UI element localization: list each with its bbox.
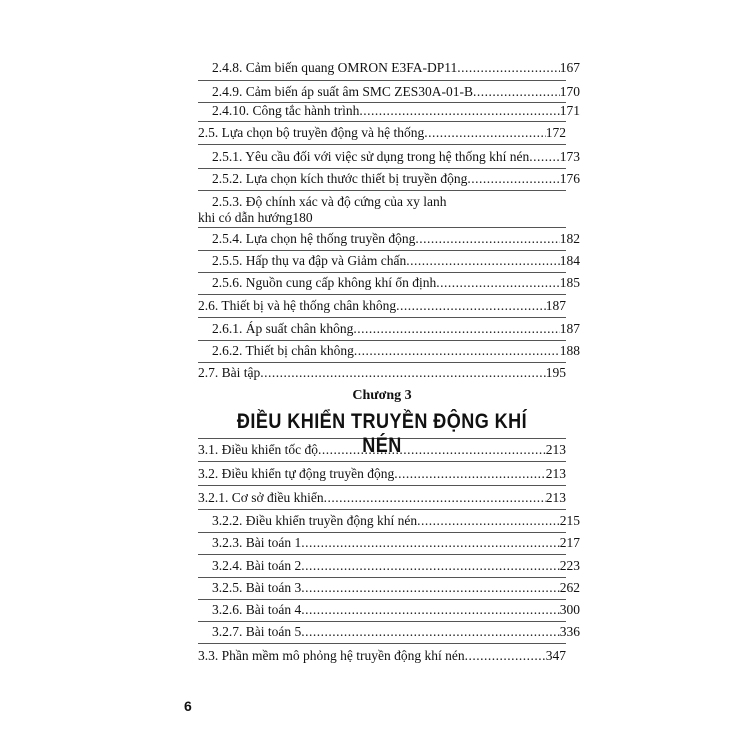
toc-entry — [198, 275, 580, 291]
toc-entry-page: 171 — [559, 103, 580, 118]
dot-leader — [301, 558, 560, 574]
divider — [198, 250, 566, 251]
toc-entry — [198, 365, 566, 381]
toc-entry-text: 2.7. Bài tập — [198, 365, 261, 380]
toc-entry — [198, 298, 566, 314]
dot-leader — [301, 602, 560, 618]
toc-entry-page: 172 — [545, 125, 566, 140]
page-number: 6 — [184, 698, 192, 714]
toc-entry — [198, 231, 580, 247]
dot-leader — [260, 365, 546, 381]
toc-entry — [198, 103, 580, 119]
toc-entry-page: 180 — [292, 210, 313, 225]
dot-leader — [406, 253, 560, 269]
dot-leader — [424, 125, 545, 141]
toc-entry-text: 2.5.3. Độ chính xác và độ cứng của xy lanh — [212, 194, 447, 209]
divider — [198, 509, 566, 510]
toc-entry-page: 215 — [559, 513, 580, 528]
toc-entry — [198, 194, 566, 226]
toc-entry — [198, 602, 580, 618]
toc-entry — [198, 149, 580, 165]
toc-entry-text: 3.2.7. Bài toán 5 — [212, 624, 302, 639]
toc-entry-page: 187 — [545, 298, 566, 313]
divider — [198, 168, 566, 169]
toc-entry-text: 3.2.6. Bài toán 4 — [212, 602, 302, 617]
chapter-label: Chương 3 — [352, 388, 412, 403]
toc-entry — [198, 253, 580, 269]
toc-entry-text: 2.5.4. Lựa chọn hệ thống truyền động — [212, 231, 416, 246]
toc-entry — [198, 624, 580, 640]
toc-entry-text: 3.3. Phần mềm mô phỏng hệ truyền động khí nén — [198, 648, 465, 663]
divider — [198, 621, 566, 622]
toc-entry-text: 3.2.2. Điều khiển truyền động khí nén — [212, 513, 418, 528]
toc-entry-page: 223 — [559, 558, 580, 573]
toc-entry-page: 217 — [559, 535, 580, 550]
toc-entry — [198, 466, 566, 482]
toc-entry-text: 3.2.5. Bài toán 3 — [212, 580, 302, 595]
divider — [198, 272, 566, 273]
dot-leader — [529, 149, 559, 165]
toc-entry-page: 213 — [545, 490, 566, 505]
dot-leader — [301, 624, 560, 640]
dot-leader — [301, 535, 560, 551]
toc-entry-text: 2.5. Lựa chọn bộ truyền động và hệ thống — [198, 125, 425, 140]
toc-entry-page: 185 — [559, 275, 580, 290]
toc-entry — [198, 343, 580, 359]
toc-entry-text: 2.6. Thiết bị và hệ thống chân không — [198, 298, 397, 313]
dot-leader — [473, 84, 560, 100]
toc-entry-page: 173 — [559, 149, 580, 164]
toc-entry — [198, 171, 580, 187]
dot-leader — [301, 580, 560, 596]
divider — [198, 532, 566, 533]
toc-entry — [198, 125, 566, 141]
toc-entry-page: 188 — [559, 343, 580, 358]
toc-entry-page: 213 — [545, 442, 566, 457]
toc-entry-page: 184 — [559, 253, 580, 268]
divider — [198, 362, 566, 363]
toc-entry-text: 3.2.4. Bài toán 2 — [212, 558, 302, 573]
divider — [198, 485, 566, 486]
divider — [198, 227, 566, 228]
divider — [198, 461, 566, 462]
toc-entry — [198, 490, 566, 506]
dot-leader — [415, 231, 559, 247]
divider — [198, 80, 566, 81]
toc-entry — [198, 535, 580, 551]
toc-entry-page: 182 — [559, 231, 580, 246]
divider — [198, 577, 566, 578]
toc-entry-text: 2.5.2. Lựa chọn kích thước thiết bị truyền động — [212, 171, 468, 186]
toc-entry-page: 187 — [559, 321, 580, 336]
toc-entry-text: 2.5.5. Hấp thụ va đập và Giảm chấn — [212, 253, 407, 268]
divider — [198, 643, 566, 644]
toc-entry-text: 2.6.1. Áp suất chân không — [212, 321, 354, 336]
toc-entry — [198, 513, 580, 529]
dot-leader — [467, 171, 559, 187]
toc-entry — [198, 321, 580, 337]
dot-leader — [396, 298, 546, 314]
toc-entry-page: 167 — [559, 60, 580, 75]
divider — [198, 340, 566, 341]
toc-entry-text: 3.1. Điều khiển tốc độ — [198, 442, 318, 457]
toc-entry-text: 2.4.10. Công tắc hành trình — [212, 103, 360, 118]
toc-entry-page: 347 — [545, 648, 566, 663]
toc-entry — [198, 648, 566, 664]
toc-entry — [198, 84, 580, 100]
toc-entry-text: 2.4.8. Cảm biến quang OMRON E3FA-DP11 — [212, 60, 458, 75]
divider — [198, 599, 566, 600]
dot-leader — [394, 466, 545, 482]
toc-entry-text: 3.2.3. Bài toán 1 — [212, 535, 302, 550]
toc-entry-page: 170 — [559, 84, 580, 99]
toc-entry-text: 2.4.9. Cảm biến áp suất âm SMC ZES30A-01-B — [212, 84, 473, 99]
dot-leader — [457, 60, 560, 76]
divider — [198, 317, 566, 318]
chapter-title: ĐIỀU KHIỂN TRUYỀN ĐỘNG KHÍ NÉN — [236, 410, 528, 457]
toc-entry-text: 2.6.2. Thiết bị chân không — [212, 343, 354, 358]
divider — [198, 190, 566, 191]
toc-entry — [198, 580, 580, 596]
toc-entry — [198, 60, 580, 76]
toc-entry-page: 213 — [545, 466, 566, 481]
toc-entry-page: 336 — [559, 624, 580, 639]
dot-leader — [436, 275, 560, 291]
dot-leader — [359, 103, 559, 119]
toc-entry-page: 300 — [559, 602, 580, 617]
dot-leader — [353, 321, 559, 337]
toc-entry-text: 3.2. Điều khiển tự động truyền động — [198, 466, 395, 481]
toc-entry — [198, 558, 580, 574]
toc-entry-text: 2.5.1. Yêu cầu đối với việc sử dụng trong hệ thống khí nén — [212, 149, 530, 164]
toc-entry-text: 3.2.1. Cơ sở điều khiển — [198, 490, 324, 505]
dot-leader — [417, 513, 560, 529]
toc-entry-page: 176 — [559, 171, 580, 186]
dot-leader — [354, 343, 560, 359]
toc-entry-text-continued: khi có dẫn hướng — [198, 210, 293, 225]
divider — [198, 144, 566, 145]
divider — [198, 294, 566, 295]
toc-entry-text: 2.5.6. Nguồn cung cấp không khí ổn định — [212, 275, 437, 290]
divider — [198, 121, 566, 122]
dot-leader — [324, 490, 546, 506]
dot-leader — [465, 648, 546, 664]
toc-entry-page: 195 — [545, 365, 566, 380]
toc-entry-page: 262 — [559, 580, 580, 595]
divider — [198, 554, 566, 555]
